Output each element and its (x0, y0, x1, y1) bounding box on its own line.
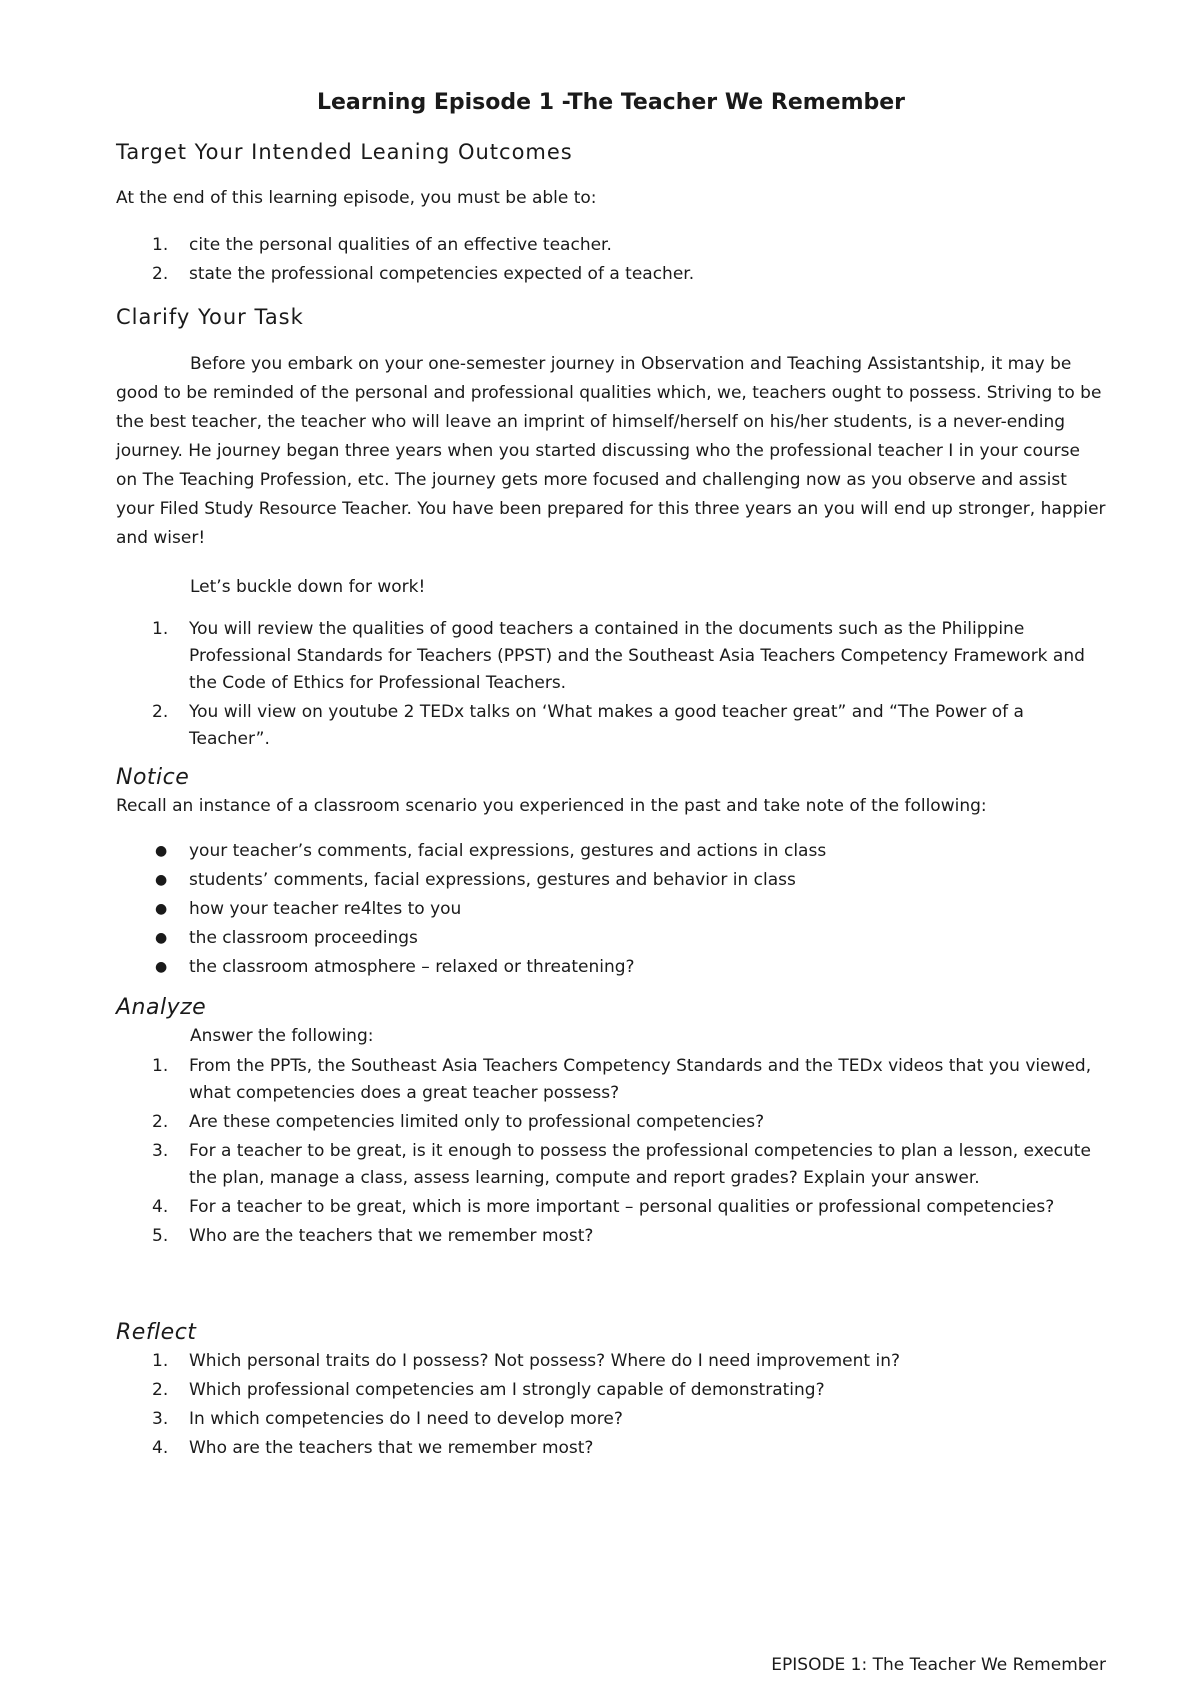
document-page (116, 0, 1106, 1696)
analyze-heading: Analyze (116, 995, 207, 1020)
page-title: Learning Episode 1 -The Teacher We Remember (316, 90, 906, 115)
list-item: ● students’ comments, facial expressions, gestures and behavior in class (116, 866, 1106, 895)
target-list (116, 231, 1106, 289)
notice-intro: Recall an instance of a classroom scenario you experienced in the past and take note of the following: (116, 796, 987, 816)
analyze-list (116, 1053, 1106, 1252)
page-footer: EPISODE 1: The Teacher We Remember (771, 1655, 1106, 1675)
list-item: ● the classroom proceedings (116, 924, 1106, 953)
notice-list (116, 837, 1106, 982)
notice-heading: Notice (116, 765, 190, 790)
list-item: 3. For a teacher to be great, is it enough to possess the professional competencies to plan a lesson, execute the plan, manage a class, assess learning, compute and report grades? Explain your answer. (152, 1141, 1091, 1188)
bullet-icon: ● (155, 843, 168, 859)
clarify-heading: Clarify Your Task (116, 305, 304, 329)
clarify-list (116, 616, 1106, 755)
buckle-down-text: Let’s buckle down for work! (190, 577, 426, 597)
analyze-intro: Answer the following: (190, 1026, 374, 1046)
list-item: ● how your teacher re4ltes to you (116, 895, 1106, 924)
bullet-icon: ● (155, 872, 168, 888)
bullet-icon: ● (155, 959, 168, 975)
list-item: ● your teacher’s comments, facial expressions, gestures and actions in class (116, 837, 1106, 866)
list-item: 3. In which competencies do I need to develop more? (152, 1409, 623, 1429)
list-item: 5. Who are the teachers that we remember most? (152, 1226, 594, 1246)
reflect-list (116, 1347, 1106, 1463)
reflect-heading: Reflect (116, 1320, 197, 1345)
bullet-icon: ● (155, 930, 168, 946)
list-item: 4. Who are the teachers that we remember most? (152, 1438, 594, 1458)
list-item: 1. From the PPTs, the Southeast Asia Teachers Competency Standards and the TEDx videos that you viewed, what competencies does a great teacher possess? (152, 1056, 1092, 1103)
list-item: ● the classroom atmosphere – relaxed or threatening? (116, 953, 1106, 982)
list-item: 4. For a teacher to be great, which is more important – personal qualities or professional competencies? (152, 1197, 1055, 1217)
list-item: 1. Which personal traits do I possess? Not possess? Where do I need improvement in? (152, 1351, 900, 1371)
list-item: 2. You will view on youtube 2 TEDx talks on ‘What makes a good teacher great” and “The Power of a Teacher”. (152, 702, 1024, 749)
list-item: 1. cite the personal qualities of an effective teacher. (152, 235, 612, 255)
bullet-icon: ● (155, 901, 168, 917)
clarify-paragraph: Before you embark on your one-semester journey in Observation and Teaching Assistantship, it may be good to be reminded of the personal and professional qualities which, we, teachers ought to possess. Striving to be the best teacher, the teacher who will leave an imprint of himself/herself on his/her students, is a never-ending journey. He journey began three years when you started discussing who the professional teacher I in your course on The Teaching Profession, etc. The journey gets more focused and challenging now as you observe and assist your Filed Study Resource Teacher. You have been prepared for this three years an you will end up stronger, happier and wiser! (116, 354, 1106, 548)
list-item: 2. Are these competencies limited only to professional competencies? (152, 1112, 765, 1132)
target-intro: At the end of this learning episode, you must be able to: (116, 188, 597, 208)
list-item: 1. You will review the qualities of good teachers a contained in the documents such as the Philippine Professional Standards for Teachers (PPST) and the Southeast Asia Teachers Competency Framework and the Code of Ethics for Professional Teachers. (152, 619, 1085, 693)
target-heading: Target Your Intended Leaning Outcomes (116, 140, 573, 164)
list-item: 2. Which professional competencies am I strongly capable of demonstrating? (152, 1380, 825, 1400)
list-item: 2. state the professional competencies expected of a teacher. (152, 264, 695, 284)
